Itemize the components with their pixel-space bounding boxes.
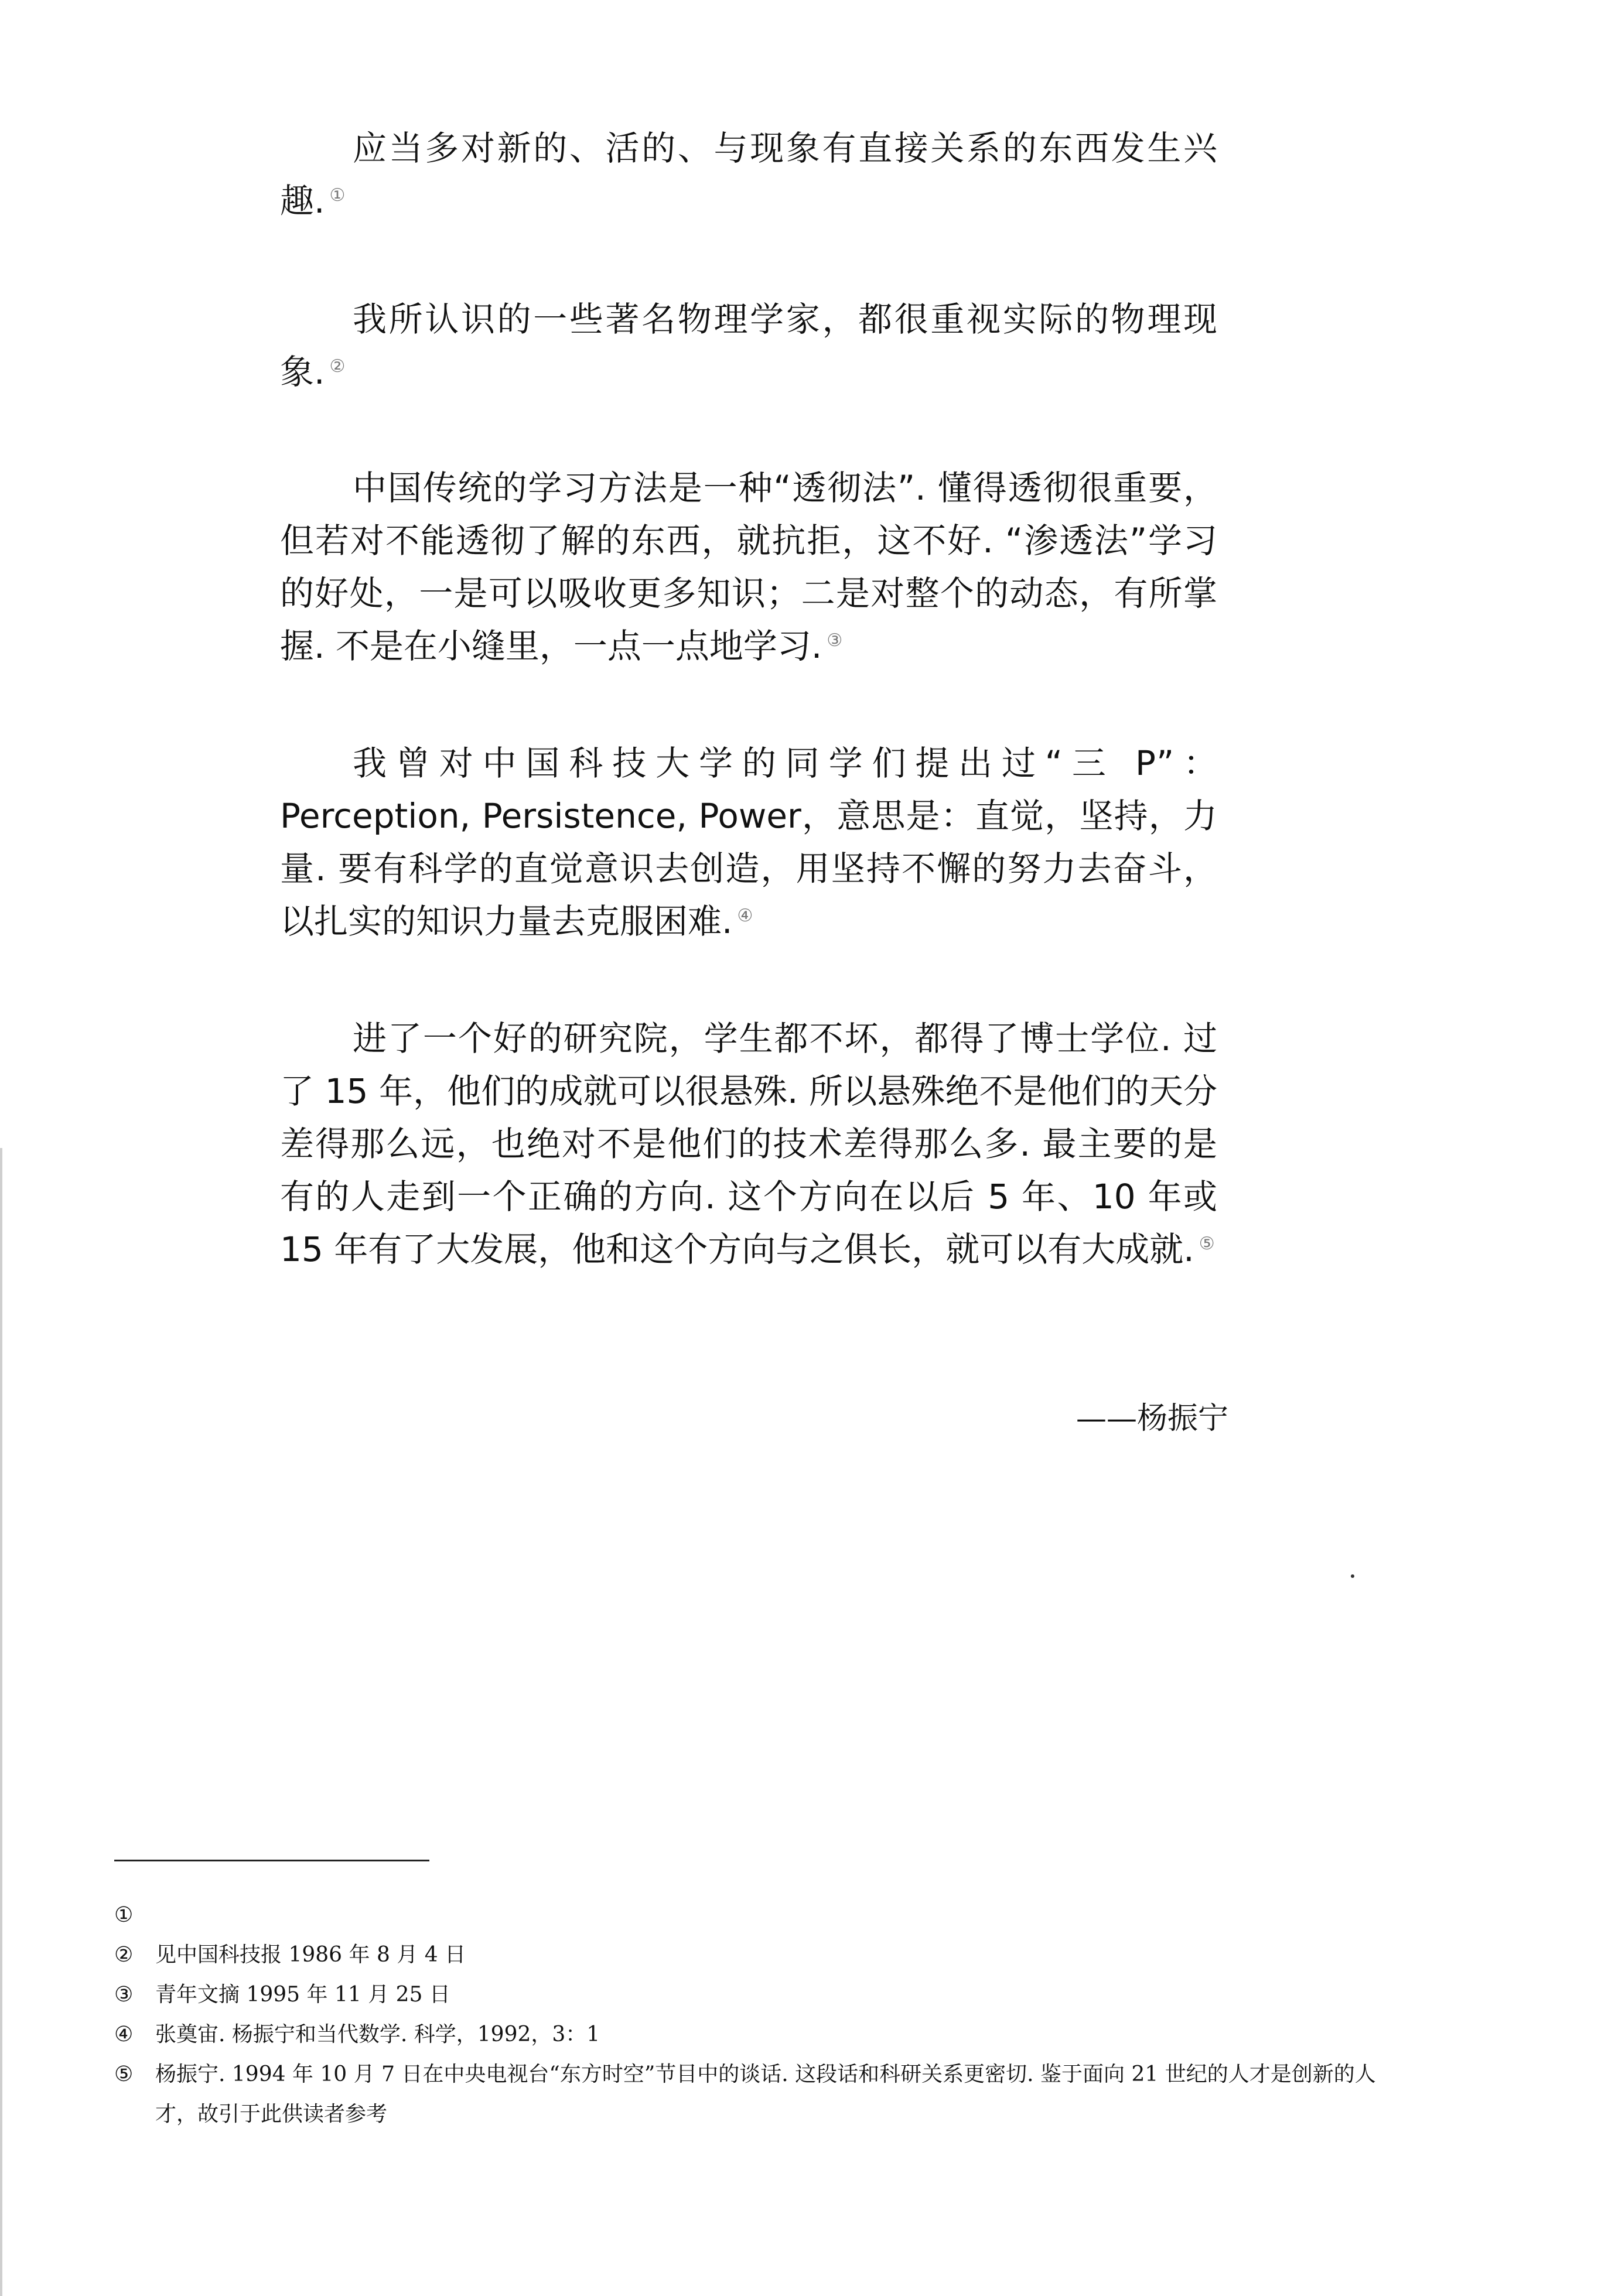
footnote-ref: ③ bbox=[827, 630, 843, 651]
footnote-marker: ① ② bbox=[114, 1903, 134, 1967]
footnote-item bbox=[114, 2015, 1415, 2055]
footnote-marker: ⑤ bbox=[114, 2062, 134, 2086]
footnote-text: 见中国科技报 1986 年 8 月 4 日 bbox=[155, 1943, 466, 1967]
footnote-text: 张奠宙. 杨振宁和当代数学. 科学，1992，3：1 bbox=[155, 2022, 600, 2046]
quote-text: 进了一个好的研究院，学生都不坏，都得了博士学位. 过了 15 年，他们的成就可以很悬殊. 所以悬殊绝不是他们的天分差得那么远，也绝对不是他们的技术差得那么多. 最主要的是有的人走到一个正确的方向. 这个方向在以后 5 年、10 年或 15 年有了大发展，他和这个方向与之俱长，就可以有大成就. bbox=[280, 1019, 1217, 1269]
quote-text: 我所认识的一些著名物理学家，都很重视实际的物理现象. bbox=[280, 299, 1217, 392]
page-edge-shadow bbox=[0, 1148, 2, 2296]
scan-speck bbox=[1351, 1574, 1354, 1578]
quote-paragraph bbox=[280, 293, 1217, 398]
footnote-text: 青年文摘 1995 年 11 月 25 日 bbox=[155, 1983, 450, 2007]
footnote-divider bbox=[114, 1860, 429, 1861]
quote-paragraph bbox=[280, 462, 1217, 672]
quote-paragraph bbox=[280, 122, 1217, 227]
footnote-ref: ② bbox=[329, 356, 346, 377]
footnote-item bbox=[114, 2055, 1415, 2134]
footnote-item bbox=[114, 1895, 1415, 1975]
footnotes bbox=[114, 1895, 1415, 2134]
quote-paragraph bbox=[280, 1012, 1217, 1276]
footnote-marker: ④ bbox=[114, 2022, 134, 2046]
quote-paragraph bbox=[280, 737, 1217, 948]
footnote-ref: ① bbox=[329, 184, 346, 206]
footnote-marker: ③ bbox=[114, 1983, 134, 2007]
quote-text: 应当多对新的、活的、与现象有直接关系的东西发生兴趣. bbox=[280, 128, 1217, 221]
footnote-text: 杨振宁. 1994 年 10 月 7 日在中央电视台“东方时空”节目中的谈话. 这段话和科研关系更密切. 鉴于面向 21 世纪的人才是创新的人才，故引于此供读者参考 bbox=[155, 2062, 1376, 2126]
quote-text: 我曾对中国科技大学的同学们提出过“三 P”：Perception, Persistence, Power，意思是：直觉，坚持，力量. 要有科学的直觉意识去创造，用坚持不懈的努力去奋斗，以扎实的知识力量去克服困难. bbox=[280, 743, 1217, 941]
attribution: ——杨振宁 bbox=[1075, 1401, 1228, 1436]
footnote-item bbox=[114, 1975, 1415, 2015]
footnote-ref: ⑤ bbox=[1199, 1233, 1215, 1254]
footnote-ref: ④ bbox=[737, 905, 753, 926]
quote-text: 中国传统的学习方法是一种“透彻法”. 懂得透彻很重要，但若对不能透彻了解的东西，就抗拒，这不好. “渗透法”学习的好处，一是可以吸收更多知识；二是对整个的动态，有所掌握. 不是在小缝里，一点一点地学习. bbox=[280, 468, 1217, 666]
